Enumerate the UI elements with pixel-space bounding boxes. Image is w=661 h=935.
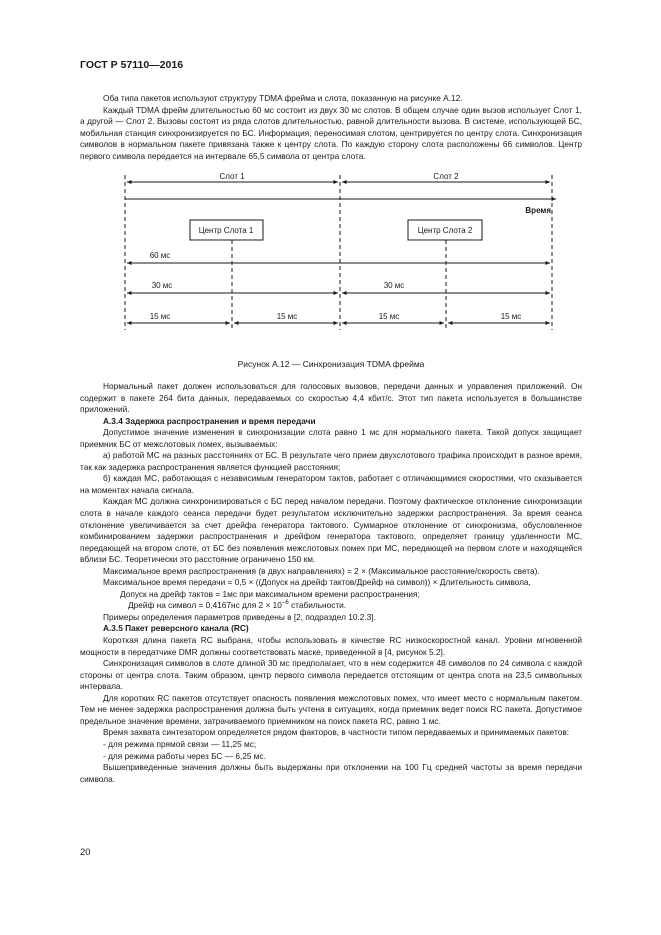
slot2-label: Слот 2 — [433, 172, 459, 181]
slot1-30ms-label: 30 мс — [151, 281, 173, 290]
a35-paragraph-1: Короткая длина пакета RC выбрана, чтобы использовать в качестве RC низкоскоростной канал. Уровни мгновенной мощности в передатчике DMR должны соответствовать маске, приведенной в [4, рисунок 5.2]. — [80, 635, 582, 657]
formula-clock-drift-tolerance: Допуск на дрейф тактов = 1мс при максимальном времени распространения; — [120, 588, 420, 599]
intro-paragraph-2: Каждый TDMA фрейм длительностью 60 мс состоит из двух 30 мс слотов. В общем случае один вызов использует Слот 1, а другой — Слот 2. Вызовы состоят из ряда слотов длительностью, равной длительности вызова. В системе, использующей БС, мобильная станция синхронизируется по БС. Информация, переносимая слотом, центрируется по центру слота. Синхронизация символов в нормальном пакете привязана также к центру слота. По каждую сторону слота расположены 66 символов. Центр первого символа передается на интервале 65,5 символа от центра слота. — [80, 104, 582, 161]
examples-reference: Примеры определения параметров приведены в [2, подраздел 10.2.3]. — [103, 611, 376, 622]
time-label: Время — [525, 206, 551, 215]
drift-exponent: −6 — [281, 600, 289, 607]
figure-caption: Рисунок А.12 — Синхронизация TDMA фрейма — [237, 359, 425, 369]
standard-header: ГОСТ Р 57110—2016 — [80, 59, 184, 71]
formula-drift-per-symbol — [80, 600, 582, 612]
normal-packet-paragraph: Нормальный пакет должен использоваться для голосовых вызовов, передачи данных и управления приложений. Он содержит в пакете 264 бита данных, передаваемых со скоростью 4,4 кбит/с. Этот тип пакета используется в большинстве приложений. — [80, 381, 582, 415]
drift-text-start: Дрейф на символ = 0,4167нс для 2 × 10 — [128, 600, 282, 611]
a35-paragraph-5: Вышеприведенные значения должны быть выдержаны при отклонении на 100 Гц средней частоты за время передачи символа. — [80, 762, 582, 784]
frame-60ms-label: 60 мс — [149, 251, 171, 260]
section-a34-heading: А.3.4 Задержка распространения и время передачи — [103, 415, 316, 426]
half-label-1: 15 мс — [149, 312, 171, 321]
formula-max-transmission: Максимальное время передачи = 0,5 × ((Допуск на дрейф тактов/Дрейф на символ)) × Длительность символа, — [103, 577, 531, 588]
a34-item-a: а) работой МС на разных расстояниях от БС. В результате чего прием двухслотового трафика происходит в разное время, так как задержка распространения является функцией расстояния; — [80, 450, 582, 472]
a35-paragraph-4: Время захвата синтезатором определяется рядом факторов, в частности типом передаваемых и принимаемых пакетов: — [103, 727, 570, 738]
main-text-block — [80, 381, 582, 785]
a34-paragraph-1: Допустимое значение изменения в синхронизации слота равно 1 мс для нормального пакета. Такой допуск защищает приемник БС от межслотовых помех, вызываемых: — [80, 427, 582, 449]
slot1-center-label: Центр Слота 1 — [198, 226, 254, 235]
a35-paragraph-3: Для коротких RC пакетов отсутствует опасность появления межслотовых помех, что имеет место с нормальным пакетом. Тем не менее задержка распространения должна быть учтена в ситуациях, когда приемник ведет поиск RC пакета. Допустимое предельное значение времени, затрачиваемого приемником на поиск пакета RC, равно 1 мс. — [80, 692, 582, 726]
tdma-frame-diagram — [118, 170, 558, 350]
intro-paragraph-1: Оба типа пакетов используют структуру TDMA фрейма и слота, показанную на рисунке А.12. — [103, 93, 463, 103]
a34-item-b: б) каждая МС, работающая с независимым генератором тактов, работает с отличающимися скоростями, что сказывается на моментах начала сигнала. — [80, 473, 582, 495]
half-label-2: 15 мс — [276, 312, 298, 321]
a34-paragraph-2: Каждая МС должна синхронизироваться с БС перед началом передачи. Поэтому фактическое отклонение синхронизации слота в начале каждого сеанса передачи будет результатом исключительно задержки распространения. За время сеанса отклонение увеличивается за счет дрейфа генератора тактового. Суммарное отклонение от синхронизма, обусловленное комбинированием задержки распространения и дрейфом генератора тактового, определяет границу удаленности МС, передающей на втором слоте, от БС без появления межслотовых помех при МС, передающей на первом слоте и находящейся вблизи БС. Теоретически это расстояние ограничено 150 км. — [80, 496, 582, 565]
section-a35-heading: А.3.5 Пакет реверсного канала (RC) — [103, 623, 249, 634]
intro-block — [80, 93, 582, 162]
formula-max-propagation: Максимальное время распространения (в двух направлениях) = 2 × (Максимальное расстояние/скорость света). — [103, 565, 540, 576]
drift-text-end: стабильности. — [288, 600, 347, 611]
slot1-label: Слот 1 — [219, 172, 245, 181]
a35-item-direct: - для режима прямой связи — 11,25 мс; — [103, 738, 257, 749]
half-label-3: 15 мс — [378, 312, 400, 321]
page-number: 20 — [80, 847, 91, 858]
slot2-center-label: Центр Слота 2 — [417, 226, 473, 235]
half-label-4: 15 мс — [500, 312, 522, 321]
a35-item-bs: - для режима работы через БС — 6,25 мс. — [103, 750, 266, 761]
slot2-30ms-label: 30 мс — [383, 281, 405, 290]
a35-paragraph-2: Синхронизация символов в слоте длиной 30 мс предполагает, что в нем содержится 48 символов по 24 символа с каждой стороны от центра слота. Таким образом, центр первого символа передается отстоящим от центра слота на 23,5 символьных интервала. — [80, 658, 582, 692]
